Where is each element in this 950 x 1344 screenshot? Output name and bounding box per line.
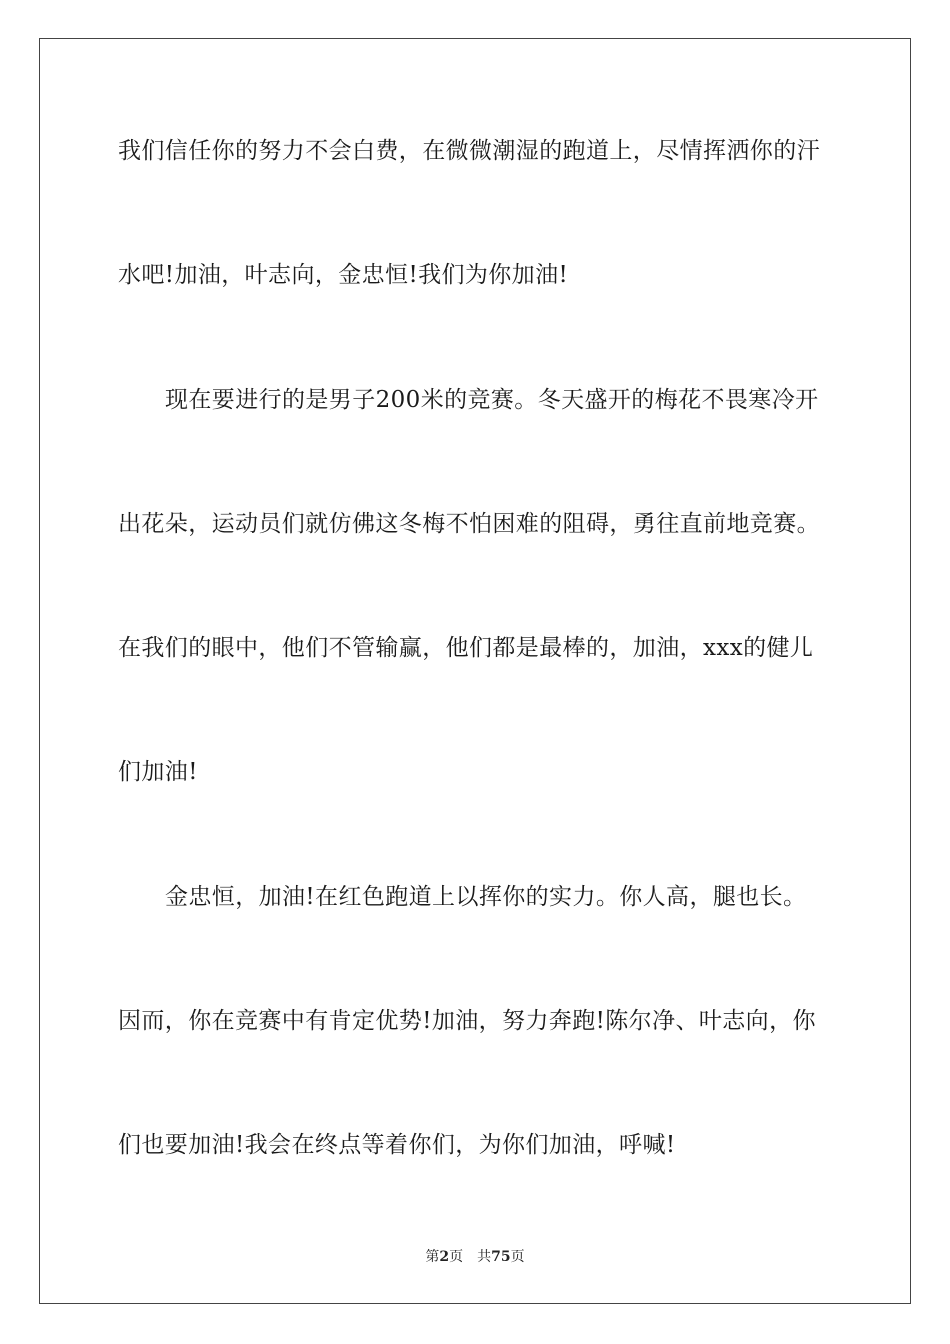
text-line-1: 我们信任你的努力不会白费，在微微潮湿的跑道上，尽情挥洒你的汗	[118, 138, 820, 164]
text-line-2: 水吧!加油，叶志向，金忠恒!我们为你加油!	[118, 262, 569, 288]
text-line-4: 出花朵，运动员们就仿佛这冬梅不怕困难的阻碍，勇往直前地竞赛。	[118, 511, 820, 537]
text-line-8: 因而，你在竞赛中有肯定优势!加油，努力奔跑!陈尔净、叶志向，你	[118, 1008, 816, 1034]
page-border	[39, 38, 911, 1304]
total-suffix: 页	[510, 1249, 525, 1265]
total-pages: 75	[491, 1249, 511, 1265]
text-line-6: 们加油!	[118, 759, 198, 785]
page-suffix: 页	[449, 1249, 464, 1265]
total-prefix: 共	[477, 1249, 492, 1265]
text-line-7: 金忠恒，加油!在红色跑道上以挥你的实力。你人高，腿也长。	[165, 884, 807, 910]
page-prefix: 第	[425, 1249, 440, 1265]
text-line-5: 在我们的眼中，他们不管输赢，他们都是最棒的，加油，xxx的健儿	[118, 635, 814, 661]
page-footer	[0, 1248, 950, 1266]
text-line-9: 们也要加油!我会在终点等着你们，为你们加油，呼喊!	[118, 1132, 676, 1158]
text-line-3: 现在要进行的是男子200米的竞赛。冬天盛开的梅花不畏寒冷开	[165, 387, 819, 413]
page-number: 2	[439, 1249, 450, 1265]
